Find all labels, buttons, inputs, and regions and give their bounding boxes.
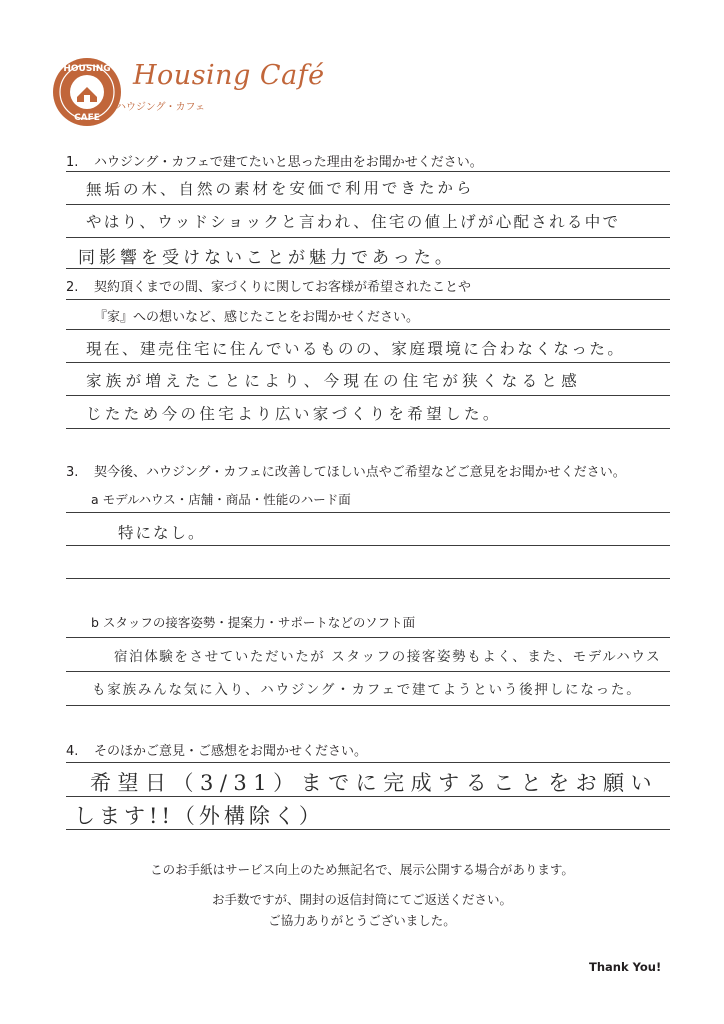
- answer-line: [66, 204, 670, 205]
- answer-line: [66, 512, 670, 513]
- q1-answer-line-2: やはり、ウッドショックと言われ、住宅の値上げが心配される中で: [86, 213, 621, 231]
- q2-answer-line-2: 家族が増えたことにより、今現在の住宅が狭くなると感: [86, 372, 582, 390]
- logo-seal-top-text: HOUSING: [63, 64, 111, 74]
- question-3b-title: b スタッフの接客姿勢・提案力・サポートなどのソフト面: [91, 615, 416, 630]
- answer-line: [66, 578, 670, 579]
- answer-line: [66, 705, 670, 706]
- q3b-answer-line-1: 宿泊体験をさせていただいたが スタッフの接客姿勢もよく、また、モデルハウス: [114, 649, 662, 665]
- answer-line: [66, 329, 670, 330]
- logo-kana: ハウジング・カフェ: [116, 102, 206, 113]
- question-1-title: 1. ハウジング・カフェで建てたいと思った理由をお聞かせください。: [66, 155, 483, 170]
- q1-answer-line-3: 同影響を受けないことが魅力であった。: [78, 248, 456, 268]
- q4-answer-line-1: 希望日（3/31）までに完成することをお願い: [90, 771, 659, 795]
- thank-you-text: Thank You!: [589, 960, 662, 974]
- return-request: お手数ですが、開封の返信封筒にてご返送ください。: [211, 892, 512, 907]
- privacy-notice: このお手紙はサービス向上のため無記名で、展示公開する場合があります。: [150, 862, 574, 877]
- answer-line: [66, 395, 670, 396]
- q2-answer-line-1: 現在、建売住宅に住んでいるものの、家庭環境に合わなくなった。: [86, 340, 626, 358]
- answer-line: [66, 762, 670, 763]
- q1-answer-line-1: 無垢の木、自然の素材を安価で利用できたから: [85, 178, 475, 200]
- answer-line: [66, 545, 670, 546]
- q2-answer-line-3: じたため今の住宅より広い家づくりを希望した。: [86, 405, 502, 423]
- answer-line: [66, 671, 670, 672]
- question-3a-title: a モデルハウス・店舗・商品・性能のハード面: [91, 492, 351, 507]
- answer-line: [66, 237, 670, 238]
- answer-line: [66, 268, 670, 269]
- question-2-title-line-1: 2. 契約頂くまでの間、家づくりに関してお客様が希望されたことや: [66, 280, 472, 295]
- logo-wordmark: Housing Café: [133, 60, 325, 91]
- answer-line: [66, 299, 670, 300]
- answer-line: [66, 637, 670, 638]
- q3b-answer-line-2: も家族みんな気に入り、ハウジング・カフェで建てようという後押しになった。: [92, 682, 642, 698]
- question-3-title: 3. 契今後、ハウジング・カフェに改善してほしい点やご希望などご意見をお聞かせください。: [66, 465, 626, 480]
- answer-line: [66, 796, 670, 797]
- answer-line: [66, 362, 670, 363]
- answer-line: [66, 829, 670, 830]
- thanks-japanese: ご協力ありがとうございました。: [268, 913, 456, 928]
- question-4-title: 4. そのほかご意見・ご感想をお聞かせください。: [66, 744, 368, 759]
- q4-answer-line-2: します!!（外構除く）: [74, 804, 324, 828]
- q3a-answer: 特になし。: [118, 524, 206, 542]
- answer-line: [66, 171, 670, 172]
- logo-seal-bottom-text: CAFE: [74, 113, 100, 123]
- answer-line: [66, 428, 670, 429]
- housing-cafe-logo-seal: [52, 57, 122, 127]
- question-2-title-line-2: 『家』への想いなど、感じたことをお聞かせください。: [94, 310, 420, 325]
